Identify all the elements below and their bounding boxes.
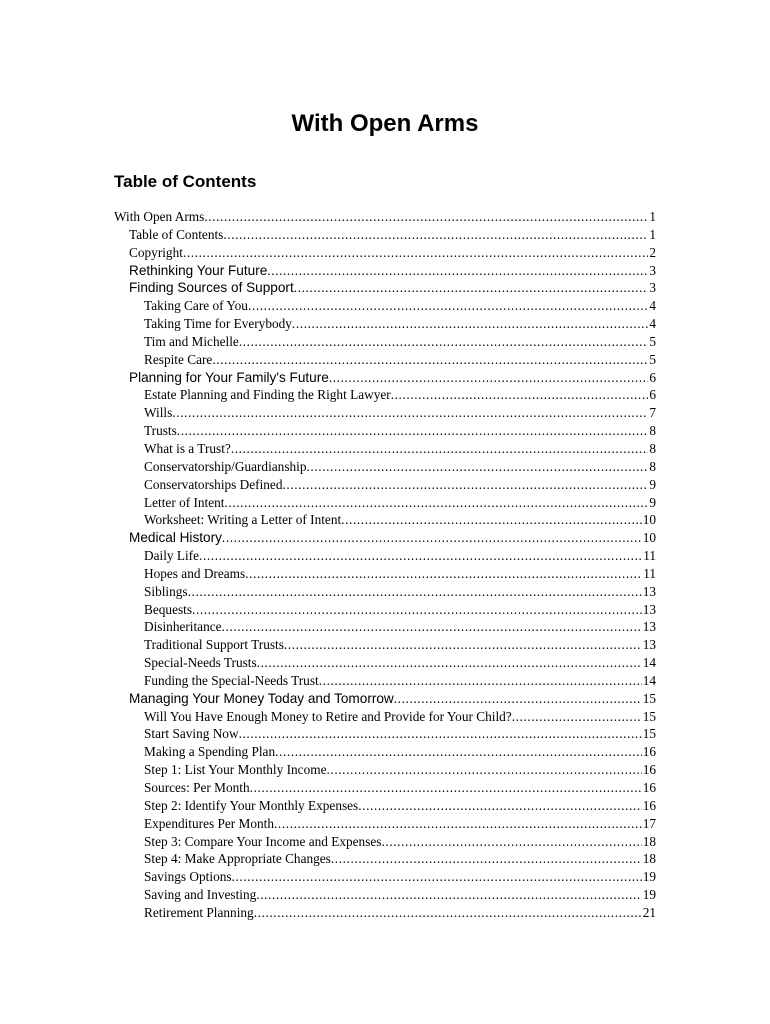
dot-leader: [254, 904, 642, 922]
toc-entry-page-number: 9: [649, 494, 656, 510]
dot-leader: [307, 458, 649, 476]
dot-leader: [512, 708, 642, 726]
toc-entry-page-number: 18: [642, 833, 656, 849]
dot-leader: [188, 583, 642, 601]
toc-entry-label: Conservatorship/Guardianship: [144, 458, 307, 474]
dot-leader: [282, 476, 648, 494]
toc-entry-label: Funding the Special-Needs Trust: [144, 672, 319, 688]
toc-entry-page-number: 18: [642, 851, 656, 867]
toc-entry-label: Saving and Investing: [144, 887, 257, 903]
toc-entry-label: Taking Care of You: [144, 298, 248, 314]
toc-entry-label: Traditional Support Trusts: [144, 637, 284, 653]
toc-entry-label: Disinheritance: [144, 619, 222, 635]
toc-entry-page-number: 6: [649, 387, 656, 403]
dot-leader: [250, 779, 642, 797]
toc-entry[interactable]: [114, 226, 656, 244]
toc-entry-page-number: 3: [649, 280, 656, 296]
toc-entry[interactable]: [114, 815, 656, 833]
dot-leader: [284, 636, 642, 654]
toc-entry[interactable]: [114, 708, 656, 726]
toc-entry[interactable]: [114, 494, 656, 512]
toc-entry-label: Planning for Your Family's Future: [129, 369, 329, 385]
toc-entry[interactable]: [114, 262, 656, 280]
dot-leader: [341, 511, 642, 529]
toc-entry-page-number: 4: [649, 316, 656, 332]
toc-entry-page-number: 11: [643, 565, 656, 581]
dot-leader: [212, 351, 648, 369]
toc-entry[interactable]: [114, 654, 656, 672]
toc-entry-page-number: 16: [642, 780, 656, 795]
toc-entry-label: Medical History: [129, 530, 222, 546]
toc-entry-label: Bequests: [144, 601, 193, 617]
toc-entry-page-number: 1: [649, 226, 656, 242]
toc-entry-label: Wills: [144, 405, 173, 421]
dot-leader: [222, 618, 642, 636]
toc-entry-page-number: 4: [649, 298, 656, 314]
toc-entry-page-number: 8: [649, 440, 656, 456]
dot-leader: [394, 690, 642, 708]
dot-leader: [391, 386, 649, 404]
toc-entry-page-number: 5: [649, 333, 656, 349]
toc-entry-label: Step 2: Identify Your Monthly Expenses: [144, 797, 359, 813]
toc-entry-label: Table of Contents: [129, 226, 224, 242]
toc-entry-label: Step 4: Make Appropriate Changes: [144, 851, 331, 867]
dot-leader: [326, 761, 641, 779]
toc-entry[interactable]: [114, 297, 656, 315]
dot-leader: [331, 850, 642, 868]
toc-entry-page-number: 10: [642, 512, 656, 528]
toc-entry-label: Estate Planning and Finding the Right Lawyer: [144, 387, 391, 403]
toc-entry-page-number: 15: [642, 726, 656, 742]
toc-entry[interactable]: [114, 315, 656, 333]
table-of-contents: [114, 208, 656, 922]
toc-entry[interactable]: [114, 672, 656, 690]
toc-entry-label: Letter of Intent: [144, 494, 225, 510]
toc-entry-label: Worksheet: Writing a Letter of Intent: [144, 512, 342, 528]
toc-entry-page-number: 2: [649, 244, 656, 260]
toc-entry-label: Making a Spending Plan: [144, 744, 276, 760]
toc-entry-page-number: 7: [649, 405, 656, 421]
toc-entry-page-number: 8: [649, 458, 656, 474]
toc-entry[interactable]: [114, 743, 656, 761]
toc-entry-page-number: 13: [642, 601, 656, 617]
toc-entry[interactable]: [114, 529, 656, 547]
toc-entry[interactable]: [114, 618, 656, 636]
toc-entry-label: Finding Sources of Support: [129, 280, 294, 296]
dot-leader: [183, 244, 648, 262]
toc-entry-label: Start Saving Now: [144, 726, 239, 742]
dot-leader: [358, 797, 641, 815]
dot-leader: [231, 440, 649, 458]
dot-leader: [224, 494, 648, 512]
dot-leader: [239, 725, 642, 743]
dot-leader: [319, 672, 642, 690]
toc-entry-page-number: 21: [642, 904, 656, 920]
toc-entry-label: Step 3: Compare Your Income and Expenses: [144, 833, 382, 849]
toc-entry[interactable]: [114, 244, 656, 262]
toc-entry-label: Trusts: [144, 423, 177, 439]
toc-entry-label: Hopes and Dreams: [144, 565, 246, 581]
dot-leader: [257, 654, 642, 672]
dot-leader: [245, 565, 642, 583]
toc-entry-page-number: 9: [649, 476, 656, 492]
toc-entry[interactable]: [114, 868, 656, 886]
toc-entry-label: Sources: Per Month: [144, 780, 250, 795]
toc-entry[interactable]: [114, 583, 656, 601]
toc-entry-page-number: 16: [642, 744, 656, 760]
toc-entry-label: Special-Needs Trusts: [144, 655, 257, 671]
toc-entry[interactable]: [114, 779, 656, 797]
dot-leader: [275, 743, 642, 761]
toc-entry[interactable]: [114, 601, 656, 619]
toc-entry-label: What is a Trust?: [144, 440, 231, 456]
toc-entry[interactable]: [114, 369, 656, 387]
toc-entry[interactable]: [114, 565, 656, 583]
dot-leader: [192, 601, 642, 619]
toc-entry-page-number: 15: [642, 708, 656, 724]
dot-leader: [177, 422, 649, 440]
dot-leader: [267, 262, 648, 280]
toc-entry[interactable]: [114, 690, 656, 708]
toc-entry-page-number: 6: [649, 369, 656, 385]
toc-entry-page-number: 14: [642, 672, 656, 688]
toc-entry-label: Rethinking Your Future: [129, 262, 268, 278]
toc-entry[interactable]: [114, 904, 656, 922]
dot-leader: [222, 529, 642, 547]
toc-entry-page-number: 1: [649, 209, 656, 224]
toc-entry[interactable]: [114, 511, 656, 529]
toc-entry[interactable]: [114, 886, 656, 904]
toc-entry[interactable]: [114, 850, 656, 868]
toc-entry[interactable]: [114, 351, 656, 369]
toc-entry-page-number: 13: [642, 619, 656, 635]
toc-entry[interactable]: [114, 761, 656, 779]
toc-entry-page-number: 3: [649, 262, 656, 278]
toc-entry-page-number: 8: [649, 423, 656, 439]
dot-leader: [248, 297, 648, 315]
toc-entry-label: Managing Your Money Today and Tomorrow: [129, 690, 394, 706]
toc-entry-label: Siblings: [144, 583, 188, 599]
toc-entry-label: Conservatorships Defined: [144, 476, 283, 492]
dot-leader: [381, 833, 641, 851]
toc-entry-label: Daily Life: [144, 548, 200, 564]
dot-leader: [292, 315, 648, 333]
toc-entry-page-number: 17: [642, 815, 656, 831]
dot-leader: [223, 226, 648, 244]
dot-leader: [256, 886, 641, 904]
toc-entry[interactable]: [114, 833, 656, 851]
dot-leader: [239, 333, 649, 351]
toc-entry-page-number: 5: [649, 351, 656, 367]
toc-entry[interactable]: [114, 333, 656, 351]
toc-entry-label: Copyright: [129, 244, 183, 260]
toc-entry-label: Retirement Planning: [144, 904, 254, 920]
toc-entry[interactable]: [114, 458, 656, 476]
toc-entry-label: Taking Time for Everybody: [144, 316, 292, 332]
toc-entry-label: Expenditures Per Month: [144, 815, 274, 831]
dot-leader: [172, 404, 648, 422]
toc-entry[interactable]: [114, 422, 656, 440]
toc-entry[interactable]: [114, 386, 656, 404]
toc-entry-page-number: 16: [642, 762, 656, 778]
toc-entry[interactable]: [114, 476, 656, 494]
toc-entry-page-number: 10: [642, 530, 656, 546]
toc-entry-page-number: 19: [642, 887, 656, 903]
toc-entry[interactable]: [114, 797, 656, 815]
toc-entry-page-number: 13: [642, 583, 656, 599]
dot-leader: [232, 868, 642, 886]
toc-entry-page-number: 13: [642, 637, 656, 653]
toc-entry[interactable]: [114, 404, 656, 422]
toc-entry-label: With Open Arms: [114, 209, 205, 224]
toc-entry-page-number: 15: [642, 690, 656, 706]
toc-entry-page-number: 14: [642, 655, 656, 671]
toc-entry[interactable]: [114, 636, 656, 654]
toc-entry-label: Respite Care: [144, 351, 213, 367]
toc-entry-page-number: 11: [643, 548, 656, 564]
toc-entry[interactable]: [114, 547, 656, 565]
toc-entry-label: Savings Options: [144, 869, 232, 885]
dot-leader: [294, 279, 649, 297]
toc-heading: Table of Contents: [114, 172, 257, 191]
toc-entry-label: Will You Have Enough Money to Retire and Provide for Your Child?: [144, 708, 512, 724]
toc-entry[interactable]: [114, 208, 656, 226]
dot-leader: [329, 369, 649, 387]
toc-entry-page-number: 19: [642, 869, 656, 885]
page-title: With Open Arms: [291, 110, 479, 137]
dot-leader: [199, 547, 642, 565]
toc-entry[interactable]: [114, 725, 656, 743]
toc-entry-label: Step 1: List Your Monthly Income: [144, 762, 327, 778]
dot-leader: [204, 208, 648, 226]
toc-entry[interactable]: [114, 279, 656, 297]
toc-entry-label: Tim and Michelle: [144, 333, 239, 349]
dot-leader: [274, 815, 642, 833]
toc-entry-page-number: 16: [642, 797, 656, 813]
toc-entry[interactable]: [114, 440, 656, 458]
